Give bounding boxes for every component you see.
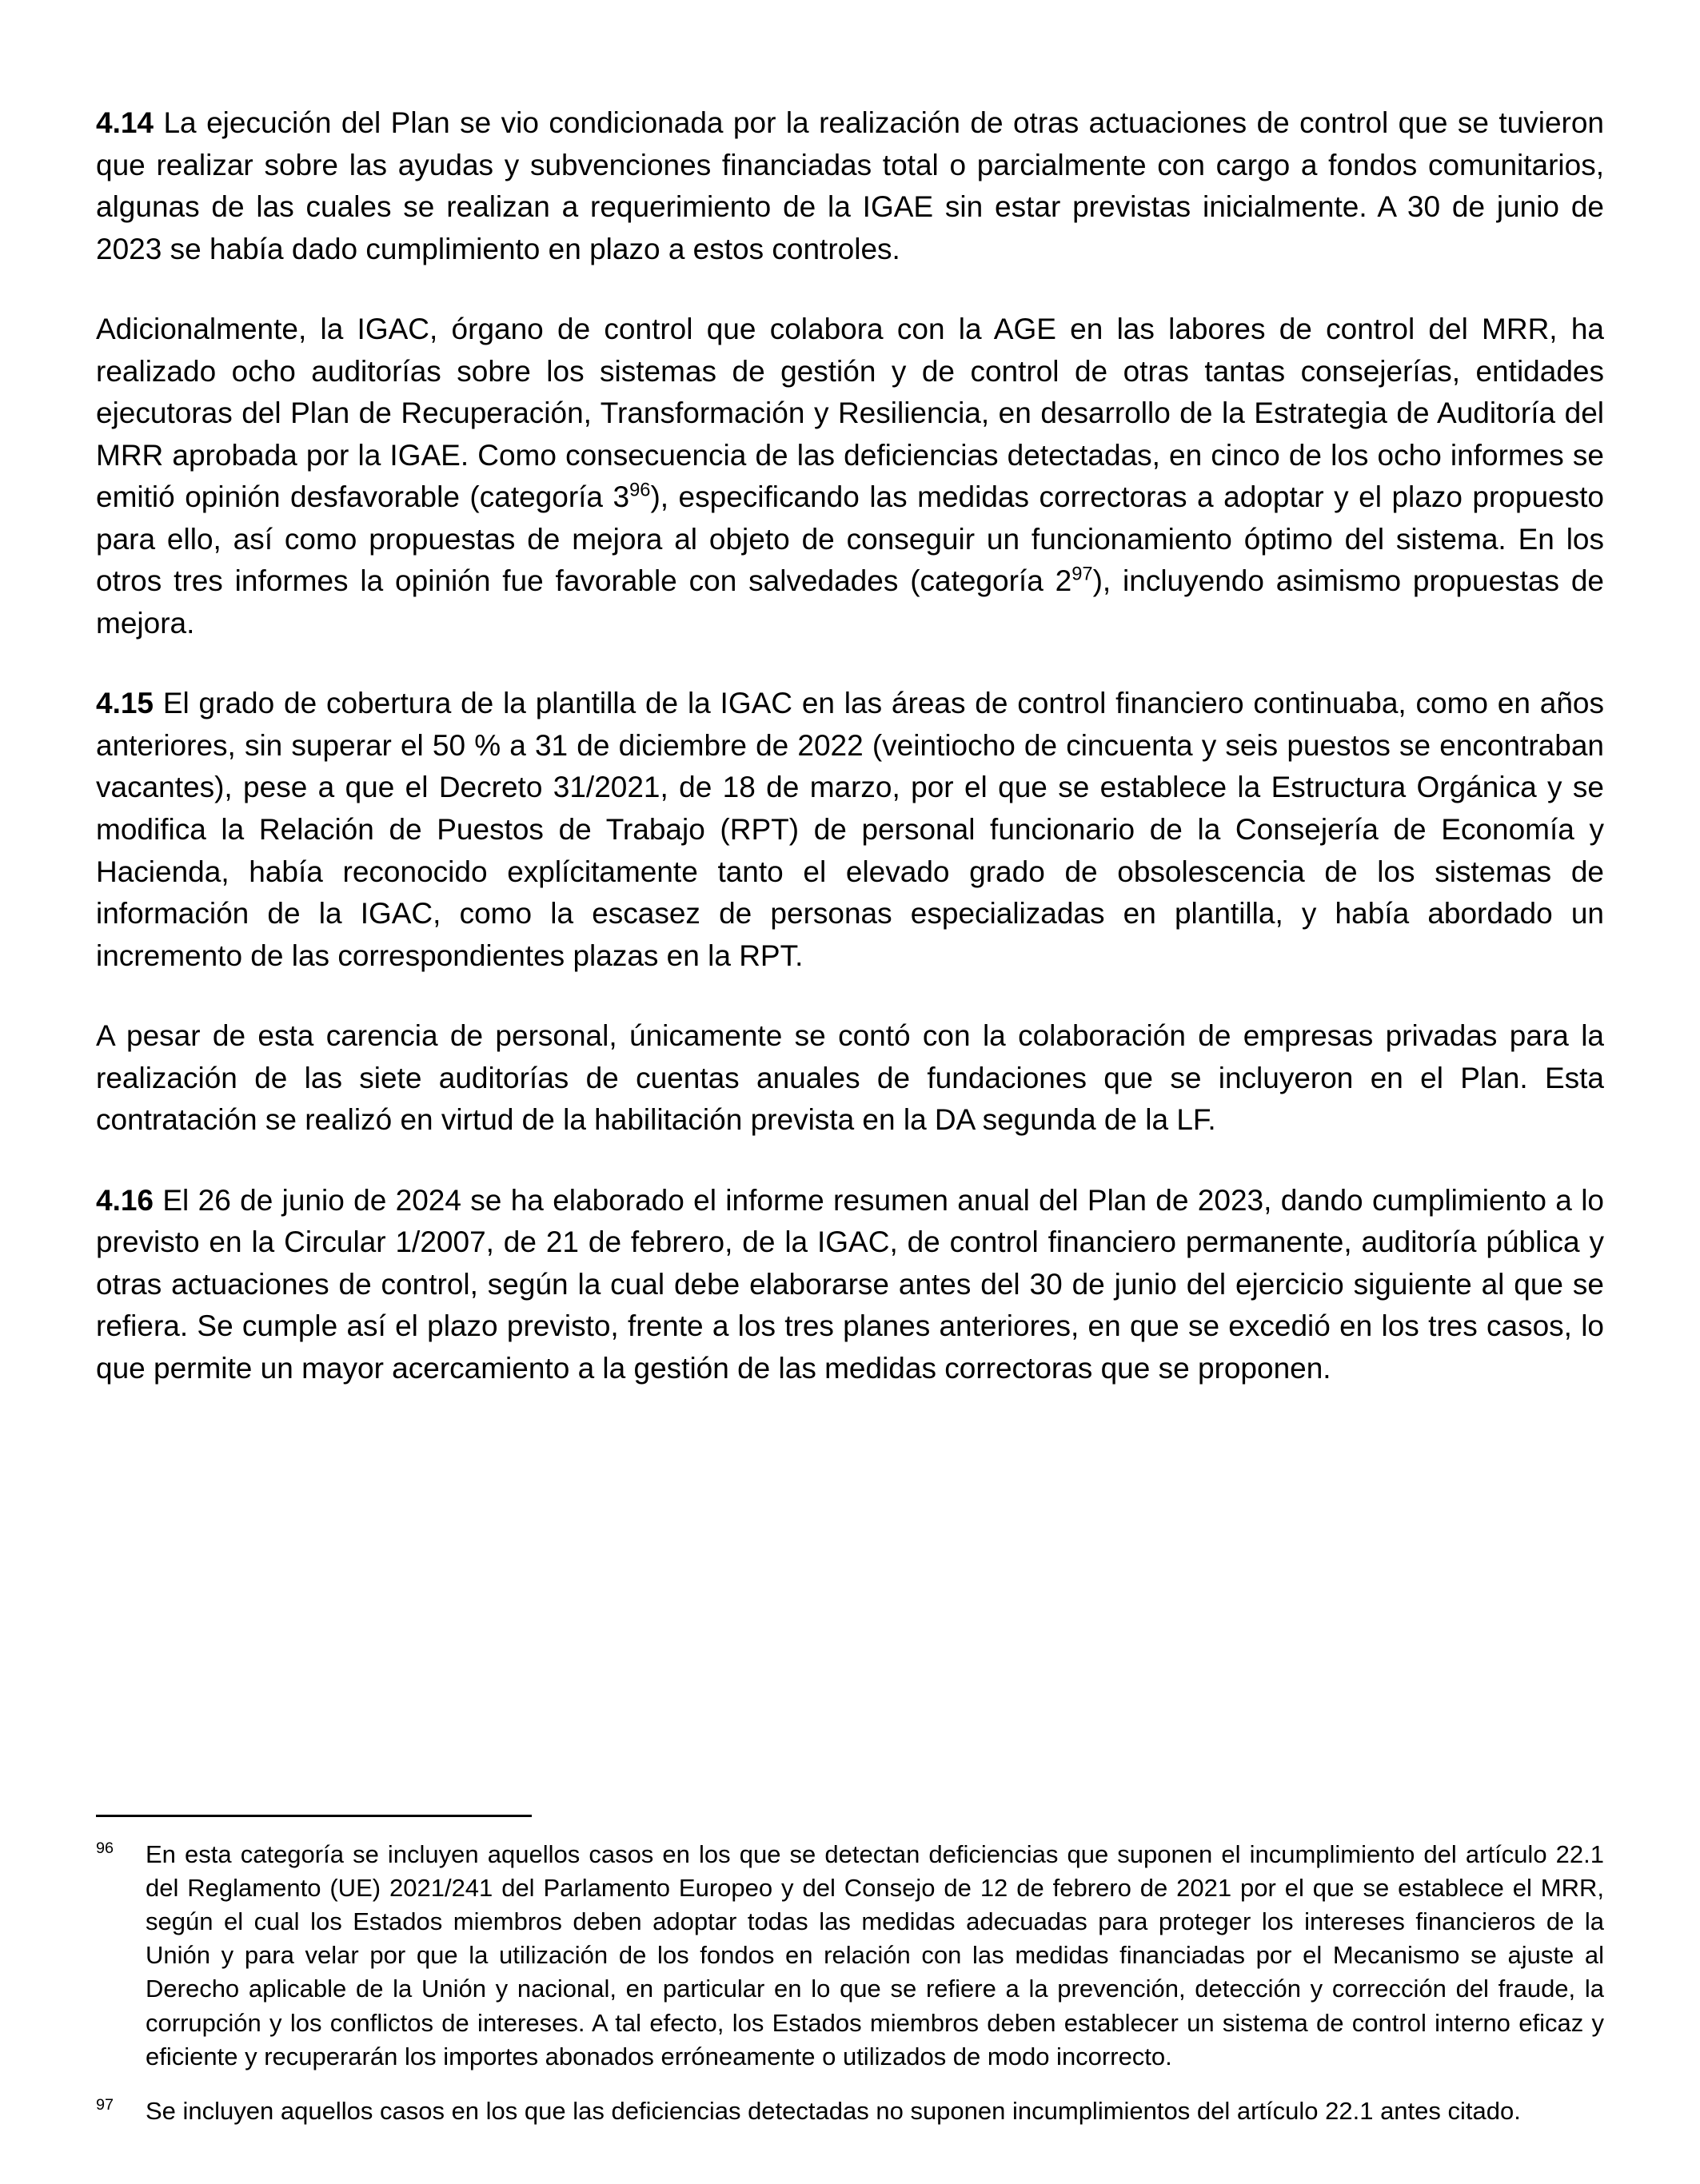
footnote-reference: 96 — [629, 480, 651, 501]
footnote-list — [96, 1838, 1604, 2128]
paragraph-number: 4.16 — [96, 1183, 154, 1217]
paragraph-number: 4.14 — [96, 106, 154, 139]
footnote — [96, 2094, 1604, 2128]
footnote-text: En esta categoría se incluyen aquellos casos en los que se detectan deficiencias que suponen el incumplimiento del artículo 22.1 del Reglamento (UE) 2021/241 del Parlamento Europeo y del Consejo de 12 de febrero de 2021 por el que se establece el MRR, según el cual los Estados miembros deben adoptar todas las medidas adecuadas para proteger los intereses financieros de la Unión y para velar por que la utilización de los fondos en relación con las medidas financiadas por el Mecanismo se ajuste al Derecho aplicable de la Unión y nacional, en particular en lo que se refiere a la prevención, detección y corrección del fraude, la corrupción y los conflictos de intereses. A tal efecto, los Estados miembros deben establecer un sistema de control interno eficaz y eficiente y recuperarán los importes abonados erróneamente o utilizados de modo incorrecto. — [146, 1839, 1604, 2070]
paragraph: A pesar de esta carencia de personal, únicamente se contó con la colaboración de empresas privadas para la realización de las siete auditorías de cuentas anuales de fundaciones que se incluyeron en el Plan. Esta contratación se realizó en virtud de la habilitación prevista en la DA segunda de la LF. — [96, 1019, 1604, 1137]
document-body — [96, 102, 1604, 1389]
footnote-number: 97 — [96, 2095, 114, 2114]
numbered-paragraph: 4.14 La ejecución del Plan se vio condicionada por la realización de otras actuaciones de control que se tuvieron que realizar sobre las ayudas y subvenciones financiadas total o parcialmente con cargo a fondos comunitarios, algunas de las cuales se realizan a requerimiento de la IGAE sin estar previstas inicialmente. A 30 de junio de 2023 se había dado cumplimiento en plazo a estos controles. — [96, 106, 1605, 265]
footnotes-section — [96, 1815, 1604, 2128]
numbered-paragraph: 4.15 El grado de cobertura de la plantilla de la IGAC en las áreas de control financiero continuaba, como en años anteriores, sin superar el 50 % a 31 de diciembre de 2022 (veintiocho de cincuenta y seis puestos se encontraban vacantes), pese a que el Decreto 31/2021, de 18 de marzo, por el que se establece la Estructura Orgánica y se modifica la Relación de Puestos de Trabajo (RPT) de personal funcionario de la Consejería de Economía y Hacienda, había reconocido explícitamente tanto el elevado grado de obsolescencia de los sistemas de información de la IGAC, como la escasez de personas especializadas en plantilla, y había abordado un incremento de las correspondientes plazas en la RPT. — [96, 687, 1605, 972]
footnote-reference: 97 — [1071, 564, 1093, 585]
paragraph-number: 4.15 — [96, 687, 154, 720]
footnote — [96, 1838, 1604, 2074]
footnote-number: 96 — [96, 1839, 114, 1857]
paragraph: Adicionalmente, la IGAC, órgano de control que colabora con la AGE en las labores de control del MRR, ha realizado ocho auditorías sobre los sistemas de gestión y de control de otras tantas consejerías, entidades ejecutoras del Plan de Recuperación, Transformación y Resiliencia, en desarrollo de la Estrategia de Auditoría del MRR aprobada por la IGAE. Como consecuencia de las deficiencias detectadas, en cinco de los ocho informes se emitió opinión desfavorable (categoría 3$^{96}$), especificando las medidas correctoras a adoptar y el plazo propuesto para ello, así como propuestas de mejora al objeto de conseguir un funcionamiento óptimo del sistema. En los otros tres informes la opinión fue favorable con salvedades (categoría 2$^{97}$), incluyendo asimismo propuestas de mejora. — [96, 313, 1604, 640]
footnote-text: Se incluyen aquellos casos en los que las deficiencias detectadas no suponen incumplimientos del artículo 22.1 antes citado. — [146, 2096, 1521, 2125]
footnote-separator — [96, 1815, 532, 1817]
numbered-paragraph: 4.16 El 26 de junio de 2024 se ha elaborado el informe resumen anual del Plan de 2023, dando cumplimiento a lo previsto en la Circular 1/2007, de 21 de febrero, de la IGAC, de control financiero permanente, auditoría pública y otras actuaciones de control, según la cual debe elaborarse antes del 30 de junio del ejercicio siguiente al que se refiera. Se cumple así el plazo previsto, frente a los tres planes anteriores, en que se excedió en los tres casos, lo que permite un mayor acercamiento a la gestión de las medidas correctoras que se proponen. — [96, 1183, 1604, 1385]
